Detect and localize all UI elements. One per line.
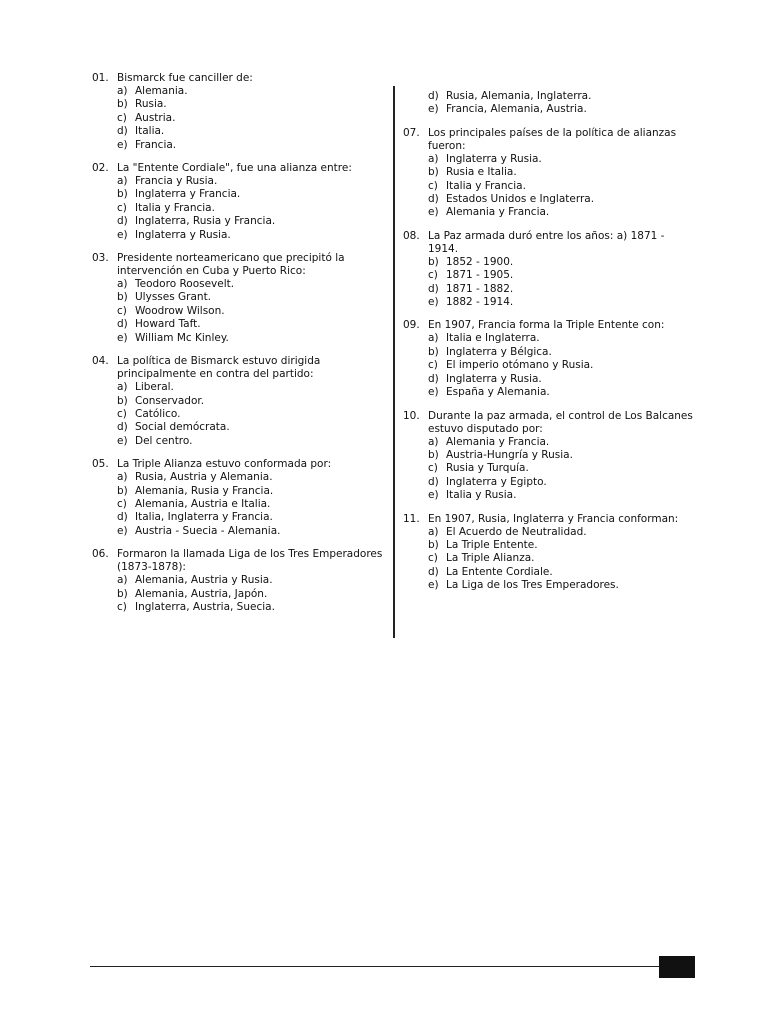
option-text: Alemania. [135, 85, 188, 97]
option-text: El Acuerdo de Neutralidad. [446, 525, 587, 538]
option-letter: b) [117, 394, 128, 407]
option-text: Italia y Francia. [135, 201, 215, 214]
question-text: La política de Bismarck estuvo dirigida principalmente en contra del partido: [117, 355, 321, 381]
question-block [403, 319, 695, 399]
option-text: Italia, Inglaterra y Francia. [135, 511, 273, 524]
option-text: Liberal. [135, 381, 174, 394]
option-letter: e) [428, 489, 439, 502]
answer-option [117, 395, 384, 408]
answer-option [117, 188, 384, 201]
option-text: Francia, Alemania, Austria. [446, 103, 587, 116]
option-letter: b) [117, 484, 128, 497]
answer-option [117, 421, 384, 434]
answer-option [117, 511, 384, 524]
option-text: Italia. [135, 125, 165, 138]
option-text: Inglaterra y Francia. [135, 188, 241, 201]
option-letter: a) [117, 574, 128, 587]
option-letter: a) [428, 332, 439, 345]
option-text: Ulysses Grant. [135, 291, 212, 304]
answer-option [117, 588, 384, 601]
question-block [403, 230, 695, 310]
option-letter: a) [117, 471, 128, 484]
answer-option [428, 579, 695, 592]
answer-option [117, 408, 384, 421]
question-number: 01. [92, 72, 109, 84]
answer-option [117, 305, 384, 318]
answer-option [117, 332, 384, 345]
option-letter: c) [428, 179, 438, 192]
question-text: En 1907, Rusia, Inglaterra y Francia conforman: [428, 512, 679, 525]
option-text: Italia y Francia. [446, 179, 526, 192]
option-letter: d) [117, 215, 128, 228]
option-text: Católico. [135, 407, 181, 420]
question-header [403, 230, 695, 256]
answer-option [117, 278, 384, 291]
option-text: 1852 - 1900. [446, 255, 514, 268]
answer-option [428, 90, 695, 103]
option-text: Alemania, Rusia y Francia. [135, 484, 274, 497]
question-header [403, 513, 695, 526]
answer-option [117, 215, 384, 228]
answer-option [428, 180, 695, 193]
answer-option [428, 436, 695, 449]
answer-option [117, 485, 384, 498]
option-text: Alemania, Austria, Japón. [135, 587, 268, 600]
question-number: 06. [92, 548, 109, 561]
option-list [117, 278, 384, 345]
answer-option [428, 193, 695, 206]
option-text: Austria - Suecia - Alemania. [135, 524, 281, 537]
question-number: 02. [92, 162, 109, 175]
option-text: Italia y Rusia. [446, 489, 517, 502]
question-number: 11. [403, 512, 420, 525]
answer-option [117, 318, 384, 331]
question-header [403, 410, 695, 436]
option-letter: a) [117, 85, 128, 97]
option-text: La Liga de los Tres Emperadores. [446, 579, 619, 592]
answer-option [117, 85, 384, 98]
option-text: Francia y Rusia. [135, 175, 218, 188]
left-column [92, 72, 384, 624]
option-list [117, 471, 384, 538]
option-letter: e) [428, 386, 439, 399]
answer-option [117, 98, 384, 111]
option-text: Social demócrata. [135, 421, 230, 434]
option-letter: d) [428, 90, 439, 102]
option-text: Rusia, Alemania, Inglaterra. [446, 90, 592, 102]
option-text: España y Alemania. [446, 386, 550, 399]
option-letter: d) [117, 511, 128, 524]
option-letter: c) [428, 269, 438, 282]
option-letter: c) [117, 497, 127, 510]
option-letter: b) [117, 587, 128, 600]
answer-option [428, 566, 695, 579]
option-list [117, 574, 384, 614]
answer-option [117, 229, 384, 242]
answer-option [117, 175, 384, 188]
option-text: Inglaterra y Rusia. [446, 152, 542, 165]
option-letter: b) [117, 98, 128, 111]
question-text: Presidente norteamericano que precipitó la intervención en Cuba y Puerto Rico: [117, 252, 345, 278]
footer-rule [90, 966, 660, 967]
answer-option [428, 269, 695, 282]
answer-option [428, 489, 695, 502]
option-text: Estados Unidos e Inglaterra. [446, 193, 595, 206]
option-letter: a) [428, 435, 439, 448]
answer-option [117, 498, 384, 511]
option-text: Inglaterra, Rusia y Francia. [135, 215, 276, 228]
answer-option [428, 552, 695, 565]
question-number: 07. [403, 126, 420, 139]
page-number-box [659, 956, 695, 978]
option-letter: a) [117, 381, 128, 394]
answer-option [428, 462, 695, 475]
question-block [92, 72, 384, 152]
option-text: Teodoro Roosevelt. [135, 278, 235, 291]
option-list [117, 381, 384, 448]
option-list [117, 175, 384, 242]
option-letter: b) [117, 291, 128, 304]
answer-option [428, 256, 695, 269]
answer-option [428, 373, 695, 386]
option-letter: e) [428, 296, 439, 309]
answer-option [428, 296, 695, 309]
option-letter: e) [428, 103, 439, 116]
option-text: Woodrow Wilson. [135, 304, 225, 317]
option-list [428, 526, 695, 593]
option-list [428, 153, 695, 220]
option-text: Inglaterra y Rusia. [446, 372, 542, 385]
answer-option [117, 601, 384, 614]
option-letter: e) [428, 206, 439, 219]
option-letter: c) [117, 304, 127, 317]
option-text: Rusia e Italia. [446, 166, 517, 179]
option-text: 1882 - 1914. [446, 296, 514, 309]
answer-option [428, 153, 695, 166]
option-list [428, 90, 695, 117]
question-header [403, 127, 695, 153]
answer-option [117, 525, 384, 538]
question-header [92, 548, 384, 574]
option-text: William Mc Kinley. [135, 331, 229, 344]
option-letter: c) [428, 462, 438, 475]
question-block [92, 548, 384, 614]
answer-option [117, 574, 384, 587]
answer-option [428, 206, 695, 219]
option-text: Rusia, Austria y Alemania. [135, 471, 273, 484]
question-text: La Paz armada duró entre los años: a) 1871 - 1914. [428, 229, 665, 255]
option-letter: d) [117, 421, 128, 434]
option-letter: e) [117, 524, 128, 537]
option-letter: d) [428, 565, 439, 578]
option-letter: b) [428, 538, 439, 551]
option-letter: a) [117, 175, 128, 188]
option-letter: c) [117, 600, 127, 613]
answer-option [117, 139, 384, 152]
option-text: 1871 - 1905. [446, 269, 514, 282]
option-letter: b) [428, 166, 439, 179]
option-text: Conservador. [135, 394, 205, 407]
option-letter: e) [117, 228, 128, 241]
answer-option [428, 386, 695, 399]
option-letter: e) [428, 579, 439, 592]
option-letter: e) [117, 434, 128, 447]
option-letter: a) [428, 152, 439, 165]
option-letter: d) [428, 475, 439, 488]
option-text: 1871 - 1882. [446, 282, 514, 295]
answer-option [117, 381, 384, 394]
question-block [403, 513, 695, 593]
option-letter: a) [428, 525, 439, 538]
question-text: Bismarck fue canciller de: [117, 72, 253, 84]
option-list [117, 85, 384, 152]
option-letter: b) [428, 255, 439, 268]
option-text: Inglaterra y Bélgica. [446, 345, 552, 358]
question-block [92, 162, 384, 242]
question-text: Los principales países de la política de alianzas fueron: [428, 126, 677, 152]
option-letter: c) [117, 201, 127, 214]
question-number: 08. [403, 229, 420, 242]
answer-option [428, 332, 695, 345]
option-letter: d) [428, 282, 439, 295]
question-text: Formaron la llamada Liga de los Tres Emperadores (1873-1878): [117, 548, 383, 574]
option-letter: d) [117, 318, 128, 331]
option-text: Alemania, Austria e Italia. [135, 497, 271, 510]
option-letter: e) [117, 138, 128, 151]
option-text: Inglaterra, Austria, Suecia. [135, 600, 275, 613]
option-letter: b) [117, 188, 128, 201]
question-text: Durante la paz armada, el control de Los Balcanes estuvo disputado por: [428, 409, 693, 435]
answer-option [117, 125, 384, 138]
option-letter: b) [428, 448, 439, 461]
option-letter: d) [428, 372, 439, 385]
answer-option [117, 435, 384, 448]
answer-option [428, 166, 695, 179]
option-text: Francia. [135, 138, 177, 151]
question-header [92, 355, 384, 381]
question-number: 09. [403, 319, 420, 332]
option-text: Del centro. [135, 434, 193, 447]
option-list [428, 256, 695, 310]
question-header [92, 72, 384, 85]
option-letter: c) [428, 552, 438, 565]
option-text: El imperio otómano y Rusia. [446, 359, 594, 372]
answer-option [428, 346, 695, 359]
answer-option [117, 202, 384, 215]
option-letter: c) [117, 111, 127, 124]
answer-option [428, 359, 695, 372]
option-text: Austria-Hungría y Rusia. [446, 448, 573, 461]
option-letter: c) [428, 359, 438, 372]
question-number: 10. [403, 409, 420, 422]
answer-option [117, 112, 384, 125]
question-text: La Triple Alianza estuvo conformada por: [117, 458, 332, 471]
question-number: 04. [92, 355, 109, 368]
answer-option [428, 103, 695, 116]
question-block [92, 355, 384, 448]
question-block [403, 127, 695, 220]
question-header [92, 252, 384, 278]
question-text: La "Entente Cordiale", fue una alianza entre: [117, 162, 352, 175]
option-list [428, 436, 695, 503]
option-text: Howard Taft. [135, 318, 201, 331]
answer-option [117, 291, 384, 304]
option-list [428, 332, 695, 399]
option-text: Austria. [135, 111, 176, 124]
question-block [403, 90, 695, 117]
answer-option [117, 471, 384, 484]
question-header [403, 319, 695, 332]
option-text: Alemania y Francia. [446, 435, 550, 448]
option-letter: d) [117, 125, 128, 138]
column-divider [393, 86, 395, 638]
answer-option [428, 476, 695, 489]
right-column [403, 90, 695, 603]
answer-option [428, 283, 695, 296]
question-number: 03. [92, 252, 109, 265]
option-text: Inglaterra y Egipto. [446, 475, 547, 488]
question-text: En 1907, Francia forma la Triple Entente con: [428, 319, 665, 332]
option-text: La Triple Entente. [446, 538, 538, 551]
option-text: La Triple Alianza. [446, 552, 535, 565]
option-letter: a) [117, 278, 128, 291]
question-block [92, 458, 384, 538]
option-text: La Entente Cordiale. [446, 565, 553, 578]
question-number: 05. [92, 458, 109, 471]
option-text: Italia e Inglaterra. [446, 332, 540, 345]
answer-option [428, 539, 695, 552]
question-header [92, 458, 384, 471]
question-block [92, 252, 384, 345]
option-text: Alemania y Francia. [446, 206, 550, 219]
option-text: Rusia. [135, 98, 167, 111]
option-text: Inglaterra y Rusia. [135, 228, 231, 241]
answer-option [428, 526, 695, 539]
option-letter: b) [428, 345, 439, 358]
option-letter: e) [117, 331, 128, 344]
option-letter: d) [428, 193, 439, 206]
option-letter: c) [117, 407, 127, 420]
option-text: Rusia y Turquía. [446, 462, 529, 475]
question-header [92, 162, 384, 175]
question-block [403, 410, 695, 503]
answer-option [428, 449, 695, 462]
option-text: Alemania, Austria y Rusia. [135, 574, 273, 587]
